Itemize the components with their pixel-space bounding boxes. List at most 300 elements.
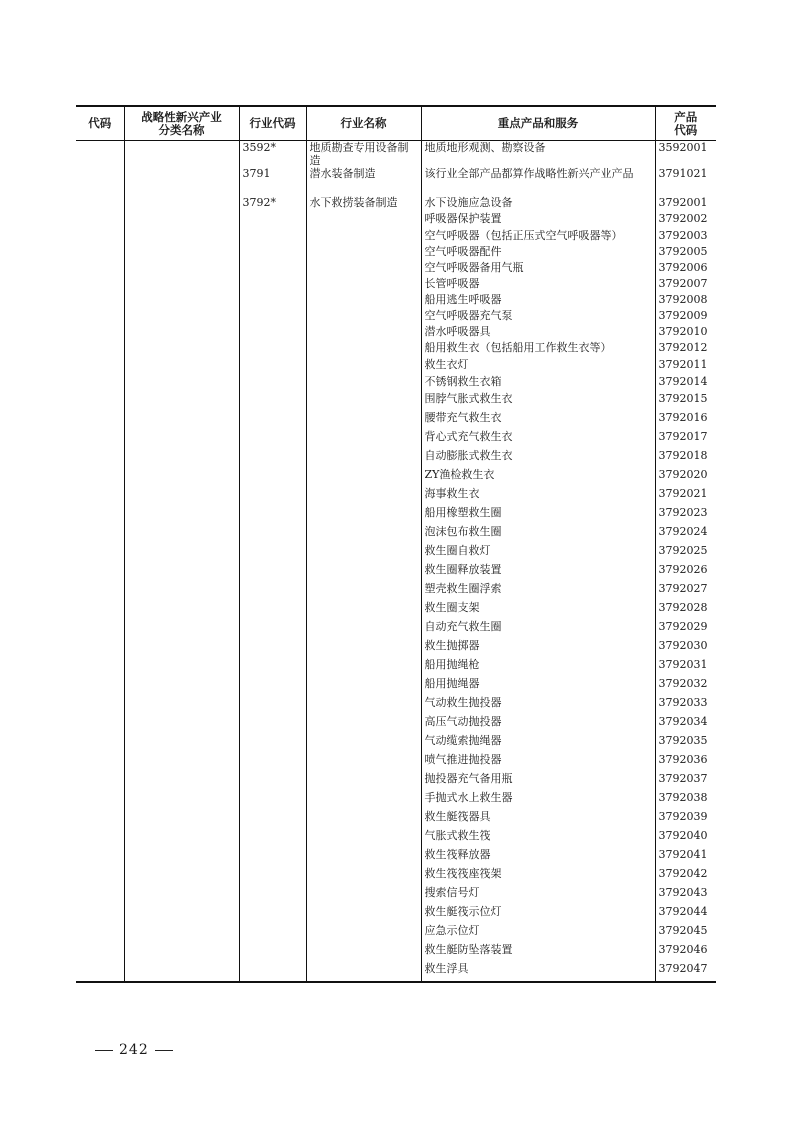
table-row	[76, 212, 716, 229]
product-cell: 潜水呼吸器具	[421, 325, 655, 341]
product-code-cell: 3792028	[655, 601, 716, 620]
product-cell: 救生艇防坠落装置	[421, 943, 655, 962]
table-row	[76, 341, 716, 358]
product-code-cell: 3792041	[655, 848, 716, 867]
table-row	[76, 309, 716, 325]
industry-code-cell	[239, 506, 306, 525]
product-cell: 船用救生衣（包括船用工作救生衣等）	[421, 341, 655, 358]
industry-code-cell	[239, 962, 306, 982]
industry-code-cell	[239, 358, 306, 375]
category-cell	[124, 791, 239, 810]
product-code-cell: 3792045	[655, 924, 716, 943]
industry-name-cell	[306, 924, 421, 943]
industry-code-cell: 3792*	[239, 196, 306, 212]
code-cell	[76, 791, 124, 810]
code-cell	[76, 962, 124, 982]
code-cell	[76, 525, 124, 544]
category-cell	[124, 506, 239, 525]
category-cell	[124, 293, 239, 309]
industry-code-cell	[239, 601, 306, 620]
product-cell: 救生抛掷器	[421, 639, 655, 658]
category-cell	[124, 261, 239, 277]
industry-name-cell	[306, 810, 421, 829]
category-cell	[124, 658, 239, 677]
industry-name-cell	[306, 449, 421, 468]
industry-name-cell	[306, 962, 421, 982]
table-row	[76, 430, 716, 449]
industry-name-cell	[306, 772, 421, 791]
table-row	[76, 943, 716, 962]
code-cell	[76, 582, 124, 601]
category-cell	[124, 430, 239, 449]
industry-code-cell	[239, 924, 306, 943]
product-cell: 该行业全部产品都算作战略性新兴产业产品	[421, 167, 655, 196]
product-code-cell: 3792020	[655, 468, 716, 487]
page-number: 242	[119, 1042, 149, 1058]
product-cell: 船用橡塑救生圈	[421, 506, 655, 525]
industry-name-cell	[306, 277, 421, 293]
industry-code-cell	[239, 525, 306, 544]
table-row	[76, 487, 716, 506]
product-code-cell: 3792006	[655, 261, 716, 277]
industry-code-cell	[239, 375, 306, 392]
table-row	[76, 375, 716, 392]
table-row	[76, 449, 716, 468]
table-row	[76, 810, 716, 829]
code-cell	[76, 430, 124, 449]
code-cell	[76, 487, 124, 506]
code-cell	[76, 411, 124, 430]
table-row	[76, 848, 716, 867]
product-code-cell: 3792001	[655, 196, 716, 212]
product-code-cell: 3792018	[655, 449, 716, 468]
industry-name-cell	[306, 341, 421, 358]
industry-name-cell	[306, 791, 421, 810]
industry-name-cell	[306, 677, 421, 696]
header-category-name	[124, 106, 239, 141]
product-cell: 船用抛绳枪	[421, 658, 655, 677]
table-row	[76, 658, 716, 677]
industry-code-cell	[239, 449, 306, 468]
category-cell	[124, 392, 239, 411]
product-cell: 救生圈自救灯	[421, 544, 655, 563]
product-code-cell: 3792026	[655, 563, 716, 582]
industry-name-cell	[306, 487, 421, 506]
product-cell: 救生艇筏器具	[421, 810, 655, 829]
industry-code-cell	[239, 829, 306, 848]
industry-name-cell	[306, 943, 421, 962]
product-code-cell: 3792035	[655, 734, 716, 753]
product-cell: 救生筏释放器	[421, 848, 655, 867]
category-cell	[124, 715, 239, 734]
industry-code-cell	[239, 734, 306, 753]
category-cell	[124, 212, 239, 229]
category-cell	[124, 924, 239, 943]
category-cell	[124, 245, 239, 261]
category-cell	[124, 487, 239, 506]
product-cell: 自动膨胀式救生衣	[421, 449, 655, 468]
product-code-cell: 3792034	[655, 715, 716, 734]
industry-code-cell	[239, 753, 306, 772]
product-code-cell: 3792038	[655, 791, 716, 810]
product-cell: 气动缆索抛绳器	[421, 734, 655, 753]
industry-code-cell	[239, 715, 306, 734]
code-cell	[76, 392, 124, 411]
industry-code-cell	[239, 430, 306, 449]
table-row	[76, 886, 716, 905]
product-cell: 背心式充气救生衣	[421, 430, 655, 449]
product-cell: 气动救生抛投器	[421, 696, 655, 715]
product-cell: 救生圈释放装置	[421, 563, 655, 582]
product-code-cell: 3792032	[655, 677, 716, 696]
category-cell	[124, 829, 239, 848]
industry-name-cell	[306, 293, 421, 309]
industry-code-cell	[239, 886, 306, 905]
table-row	[76, 277, 716, 293]
industry-name-cell	[306, 411, 421, 430]
category-cell	[124, 886, 239, 905]
product-cell: 救生衣灯	[421, 358, 655, 375]
code-cell	[76, 772, 124, 791]
industry-name-cell: 潜水装备制造	[306, 167, 421, 196]
industry-code-cell	[239, 639, 306, 658]
product-cell: 地质地形观测、勘察设备	[421, 141, 655, 168]
product-cell: 空气呼吸器（包括正压式空气呼吸器等）	[421, 229, 655, 245]
category-cell	[124, 582, 239, 601]
code-cell	[76, 341, 124, 358]
table-row	[76, 229, 716, 245]
table-row	[76, 962, 716, 982]
product-code-cell: 3792010	[655, 325, 716, 341]
industry-code-cell	[239, 905, 306, 924]
product-code-cell: 3791021	[655, 167, 716, 196]
table-body	[76, 141, 716, 983]
product-cell: 塑壳救生圈浮索	[421, 582, 655, 601]
code-cell	[76, 639, 124, 658]
industry-name-cell	[306, 658, 421, 677]
industry-name-cell	[306, 696, 421, 715]
industry-code-cell	[239, 245, 306, 261]
industry-name-cell	[306, 392, 421, 411]
industry-name-cell	[306, 506, 421, 525]
product-cell: 空气呼吸器备用气瓶	[421, 261, 655, 277]
industry-name-cell	[306, 325, 421, 341]
header-product-code-line2: 代码	[674, 122, 698, 137]
code-cell	[76, 309, 124, 325]
table-row	[76, 753, 716, 772]
product-code-cell: 3792023	[655, 506, 716, 525]
page-footer	[89, 1042, 179, 1058]
table-row	[76, 261, 716, 277]
category-cell	[124, 753, 239, 772]
product-code-cell: 3792040	[655, 829, 716, 848]
code-cell	[76, 141, 124, 168]
category-cell	[124, 544, 239, 563]
code-cell	[76, 867, 124, 886]
product-code-cell: 3792021	[655, 487, 716, 506]
product-code-cell: 3792016	[655, 411, 716, 430]
industry-code-cell	[239, 772, 306, 791]
category-cell	[124, 468, 239, 487]
industry-code-cell	[239, 943, 306, 962]
product-code-cell: 3792047	[655, 962, 716, 982]
category-cell	[124, 848, 239, 867]
category-cell	[124, 601, 239, 620]
industry-code-cell	[239, 487, 306, 506]
industry-code-cell	[239, 791, 306, 810]
table-row	[76, 829, 716, 848]
header-industry-code: 行业代码	[239, 106, 306, 141]
industry-code-cell	[239, 309, 306, 325]
product-code-cell: 3792037	[655, 772, 716, 791]
footer-right-dash	[155, 1050, 173, 1051]
product-cell: 救生筏筏座筏架	[421, 867, 655, 886]
product-code-cell: 3792039	[655, 810, 716, 829]
product-cell: 船用抛绳器	[421, 677, 655, 696]
header-product-code	[655, 106, 716, 141]
category-cell	[124, 358, 239, 375]
product-code-cell: 3792030	[655, 639, 716, 658]
industry-code-cell	[239, 658, 306, 677]
industry-code-cell	[239, 810, 306, 829]
header-category-line1: 战略性新兴产业	[141, 109, 222, 124]
code-cell	[76, 848, 124, 867]
table-row	[76, 167, 716, 196]
product-cell: 空气呼吸器配件	[421, 245, 655, 261]
table-row	[76, 867, 716, 886]
table-row	[76, 734, 716, 753]
product-cell: 空气呼吸器充气泵	[421, 309, 655, 325]
code-cell	[76, 696, 124, 715]
code-cell	[76, 261, 124, 277]
product-cell: 应急示位灯	[421, 924, 655, 943]
industry-name-cell	[306, 468, 421, 487]
category-cell	[124, 341, 239, 358]
table-row	[76, 245, 716, 261]
code-cell	[76, 196, 124, 212]
product-cell: 抛投器充气备用瓶	[421, 772, 655, 791]
product-code-cell: 3792046	[655, 943, 716, 962]
product-code-cell: 3792002	[655, 212, 716, 229]
category-cell	[124, 639, 239, 658]
industry-code-cell	[239, 261, 306, 277]
industry-code-cell	[239, 677, 306, 696]
category-cell	[124, 696, 239, 715]
table-row	[76, 141, 716, 168]
table-row	[76, 696, 716, 715]
industry-name-cell	[306, 905, 421, 924]
product-cell: 水下设施应急设备	[421, 196, 655, 212]
product-code-cell: 3792024	[655, 525, 716, 544]
industry-code-cell	[239, 229, 306, 245]
category-cell	[124, 734, 239, 753]
industry-name-cell	[306, 753, 421, 772]
footer-left-dash	[95, 1050, 113, 1051]
category-cell	[124, 563, 239, 582]
header-code: 代码	[76, 106, 124, 141]
industry-name-cell	[306, 563, 421, 582]
category-cell	[124, 229, 239, 245]
product-cell: 高压气动抛投器	[421, 715, 655, 734]
code-cell	[76, 468, 124, 487]
industry-name-cell	[306, 582, 421, 601]
industry-name-cell	[306, 715, 421, 734]
code-cell	[76, 293, 124, 309]
industry-name-cell	[306, 867, 421, 886]
industry-name-cell	[306, 829, 421, 848]
header-industry-name: 行业名称	[306, 106, 421, 141]
category-cell	[124, 962, 239, 982]
table-row	[76, 506, 716, 525]
table-row	[76, 601, 716, 620]
category-cell	[124, 375, 239, 392]
code-cell	[76, 715, 124, 734]
code-cell	[76, 229, 124, 245]
table-row	[76, 196, 716, 212]
product-code-cell: 3792009	[655, 309, 716, 325]
category-cell	[124, 943, 239, 962]
industry-name-cell	[306, 525, 421, 544]
header-category-line2: 分类名称	[158, 122, 205, 137]
product-code-cell: 3792007	[655, 277, 716, 293]
table-row	[76, 468, 716, 487]
code-cell	[76, 167, 124, 196]
industry-code-cell	[239, 620, 306, 639]
product-cell: 救生浮具	[421, 962, 655, 982]
code-cell	[76, 277, 124, 293]
category-cell	[124, 620, 239, 639]
table-row	[76, 392, 716, 411]
product-code-cell: 3792003	[655, 229, 716, 245]
industry-code-cell	[239, 468, 306, 487]
industry-code-cell	[239, 582, 306, 601]
category-cell	[124, 277, 239, 293]
table-header-row	[76, 106, 716, 141]
code-cell	[76, 886, 124, 905]
product-cell: 腰带充气救生衣	[421, 411, 655, 430]
industry-name-cell	[306, 375, 421, 392]
industry-name-cell	[306, 245, 421, 261]
product-cell: 救生艇筏示位灯	[421, 905, 655, 924]
product-code-cell: 3792044	[655, 905, 716, 924]
product-cell: 船用逃生呼吸器	[421, 293, 655, 309]
category-cell	[124, 525, 239, 544]
code-cell	[76, 658, 124, 677]
industry-code-cell	[239, 696, 306, 715]
product-cell: 海事救生衣	[421, 487, 655, 506]
product-cell: 气胀式救生筏	[421, 829, 655, 848]
code-cell	[76, 563, 124, 582]
industry-code-cell	[239, 544, 306, 563]
product-cell: 长管呼吸器	[421, 277, 655, 293]
category-cell	[124, 772, 239, 791]
industry-code-cell	[239, 867, 306, 886]
code-cell	[76, 905, 124, 924]
code-cell	[76, 677, 124, 696]
code-cell	[76, 375, 124, 392]
industry-code-cell	[239, 212, 306, 229]
product-code-cell: 3792036	[655, 753, 716, 772]
product-cell: 救生圈支架	[421, 601, 655, 620]
industry-code-cell	[239, 277, 306, 293]
industry-code-cell: 3791	[239, 167, 306, 196]
product-code-cell: 3792011	[655, 358, 716, 375]
product-code-cell: 3592001	[655, 141, 716, 168]
category-cell	[124, 411, 239, 430]
product-code-cell: 3792029	[655, 620, 716, 639]
category-cell	[124, 141, 239, 168]
table-row	[76, 620, 716, 639]
industry-name-cell	[306, 430, 421, 449]
product-code-cell: 3792014	[655, 375, 716, 392]
product-code-cell: 3792043	[655, 886, 716, 905]
product-code-cell: 3792017	[655, 430, 716, 449]
table-row	[76, 791, 716, 810]
table-row	[76, 582, 716, 601]
table-row	[76, 293, 716, 309]
table-row	[76, 525, 716, 544]
table-row	[76, 924, 716, 943]
product-cell: ZY渔检救生衣	[421, 468, 655, 487]
code-cell	[76, 212, 124, 229]
product-code-cell: 3792031	[655, 658, 716, 677]
industry-code-cell	[239, 325, 306, 341]
code-cell	[76, 829, 124, 848]
product-cell: 自动充气救生圈	[421, 620, 655, 639]
industry-name-cell	[306, 544, 421, 563]
product-cell: 泡沫包布救生圈	[421, 525, 655, 544]
category-cell	[124, 167, 239, 196]
industry-code-cell	[239, 411, 306, 430]
product-code-cell: 3792025	[655, 544, 716, 563]
product-cell: 不锈钢救生衣箱	[421, 375, 655, 392]
product-code-cell: 3792012	[655, 341, 716, 358]
code-cell	[76, 810, 124, 829]
industry-name-cell	[306, 639, 421, 658]
code-cell	[76, 601, 124, 620]
product-cell: 围脖气胀式救生衣	[421, 392, 655, 411]
product-cell: 手抛式水上救生器	[421, 791, 655, 810]
industry-name-cell	[306, 734, 421, 753]
product-code-cell: 3792015	[655, 392, 716, 411]
table-row	[76, 677, 716, 696]
industry-name-cell	[306, 309, 421, 325]
table-row	[76, 358, 716, 375]
table-row	[76, 772, 716, 791]
table-row	[76, 411, 716, 430]
industry-code-cell	[239, 293, 306, 309]
table-row	[76, 905, 716, 924]
header-products: 重点产品和服务	[421, 106, 655, 141]
product-cell: 喷气推进抛投器	[421, 753, 655, 772]
table-row	[76, 715, 716, 734]
product-cell: 呼吸器保护装置	[421, 212, 655, 229]
category-cell	[124, 905, 239, 924]
category-cell	[124, 449, 239, 468]
product-cell: 搜索信号灯	[421, 886, 655, 905]
industry-name-cell	[306, 229, 421, 245]
code-cell	[76, 325, 124, 341]
code-cell	[76, 245, 124, 261]
industry-name-cell	[306, 620, 421, 639]
category-cell	[124, 810, 239, 829]
code-cell	[76, 358, 124, 375]
code-cell	[76, 544, 124, 563]
table-row	[76, 325, 716, 341]
industry-name-cell	[306, 212, 421, 229]
industry-code-cell	[239, 563, 306, 582]
code-cell	[76, 753, 124, 772]
